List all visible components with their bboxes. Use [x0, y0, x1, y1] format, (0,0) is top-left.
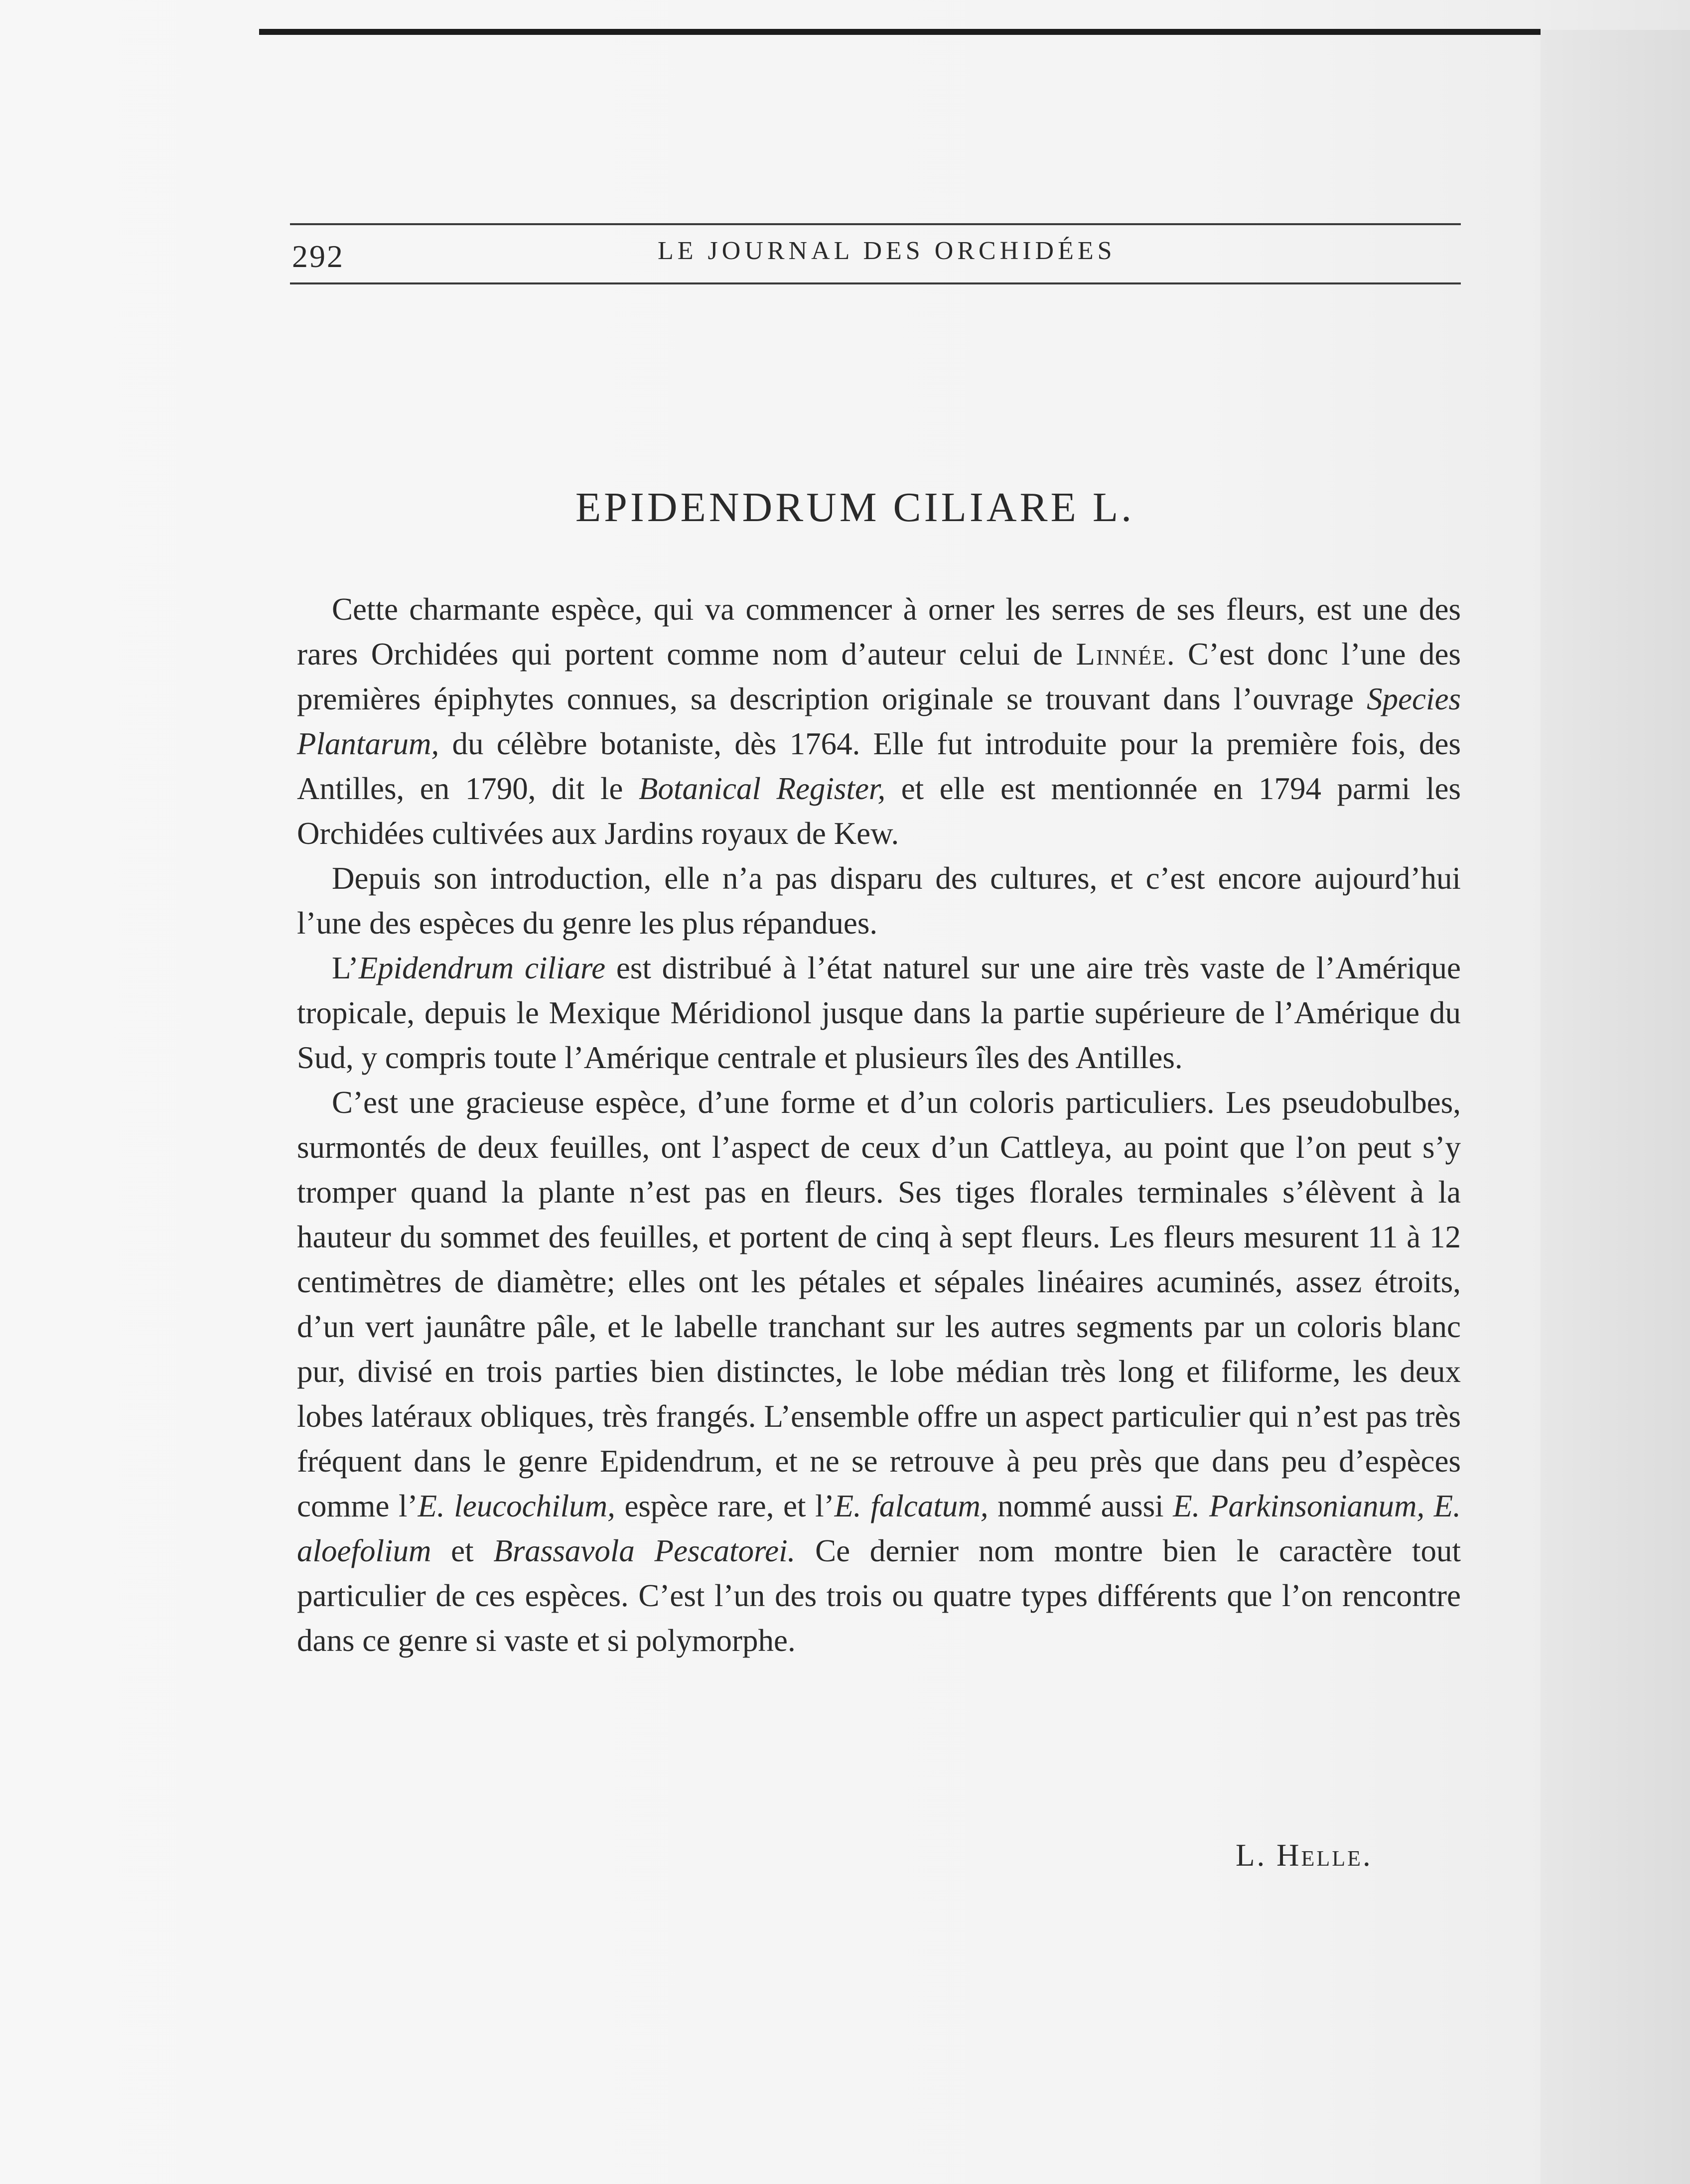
text-run: Species Plantarum,	[297, 682, 1461, 761]
text-run: et	[431, 1533, 494, 1568]
running-head: LE JOURNAL DES ORCHIDÉES	[658, 237, 1116, 265]
header-top-rule	[290, 223, 1461, 225]
text-run: Botanical Register,	[639, 771, 886, 806]
text-run: . C’est donc l’une des premières épiphytes connues, sa description originale se trouvant dans l’ouvrage	[297, 637, 1461, 716]
text-run: Ce dernier nom montre bien le caractère tout particulier de ces espèces. C’est l’un des trois ou quatre types différents que l’on rencontre dans ce genre si vaste et si polymorphe.	[297, 1533, 1461, 1658]
header-bottom-rule	[290, 282, 1461, 284]
text-run: Depuis son introduction, elle n’a pas disparu des cultures, et c’est encore aujourd’hui l’une des espèces du genre les plus répandues.	[297, 861, 1461, 941]
author-signature: L. Helle.	[1236, 1838, 1373, 1873]
text-run: L’	[332, 951, 359, 985]
text-run: Epidendrum ciliare	[358, 951, 606, 985]
text-run: E. Parkinsonianum, E. aloefolium	[297, 1489, 1461, 1568]
text-run: espèce rare, et l’	[615, 1489, 835, 1523]
text-run: Brassavola Pescatorei.	[493, 1533, 796, 1568]
scan-right-edge-shadow	[1541, 30, 1690, 2184]
article-paragraph	[297, 856, 1461, 946]
text-run: et elle est mentionnée en 1794 parmi les Orchidées cultivées aux Jardins royaux de Kew.	[297, 771, 1461, 851]
page-number: 292	[292, 239, 344, 274]
article-body	[297, 587, 1461, 1663]
text-run: Linnée	[1076, 637, 1167, 672]
scan-top-edge-shadow	[259, 29, 1541, 35]
text-run: nommé aussi	[988, 1489, 1173, 1523]
text-run: Cette charmante espèce, qui va commencer à orner les serres de ses fleurs, est une des rares Orchidées qui portent comme nom d’auteur celui de	[297, 592, 1461, 672]
article-paragraph	[297, 946, 1461, 1080]
text-run: C’est une gracieuse espèce, d’une forme et d’un coloris particuliers. Les pseudobulbes, surmontés de deux feuilles, ont l’aspect de ceux d’un Cattleya, au point que l’on peut s’y tromper quand la plante n’est pas en fleurs. Ses tiges florales terminales s’élèvent à la hauteur du sommet des feuilles, et portent de cinq à sept fleurs. Les fleurs mesurent 11 à 12 centimètres de diamètre; elles ont les pétales et sépales linéaires acuminés, assez étroits, d’un vert jaunâtre pâle, et le labelle tranchant sur les autres segments par un coloris blanc pur, divisé en trois parties bien distinctes, le lobe médian très long et filiforme, les deux lobes latéraux obliques, très frangés. L’ensemble offre un aspect particulier qui n’est pas très fréquent dans le genre Epidendrum, et ne se retrouve à peu près que dans peu d’espèces comme l’	[297, 1085, 1461, 1523]
text-run: du célèbre botaniste, dès 1764. Elle fut introduite pour la première fois, des Antilles, en 1790, dit le	[297, 726, 1461, 806]
article-paragraph	[297, 1080, 1461, 1663]
text-run: E. leucochilum,	[418, 1489, 615, 1523]
article-paragraph	[297, 587, 1461, 856]
text-run: E. falcatum,	[834, 1489, 988, 1523]
text-run: est distribué à l’état naturel sur une aire très vaste de l’Amérique tropicale, depuis le Mexique Méridionol jusque dans la partie supérieure de l’Amérique du Sud, y compris toute l’Amérique centrale et plusieurs îles des Antilles.	[297, 951, 1461, 1075]
article-title: EPIDENDRUM CILIARE L.	[575, 484, 1135, 531]
